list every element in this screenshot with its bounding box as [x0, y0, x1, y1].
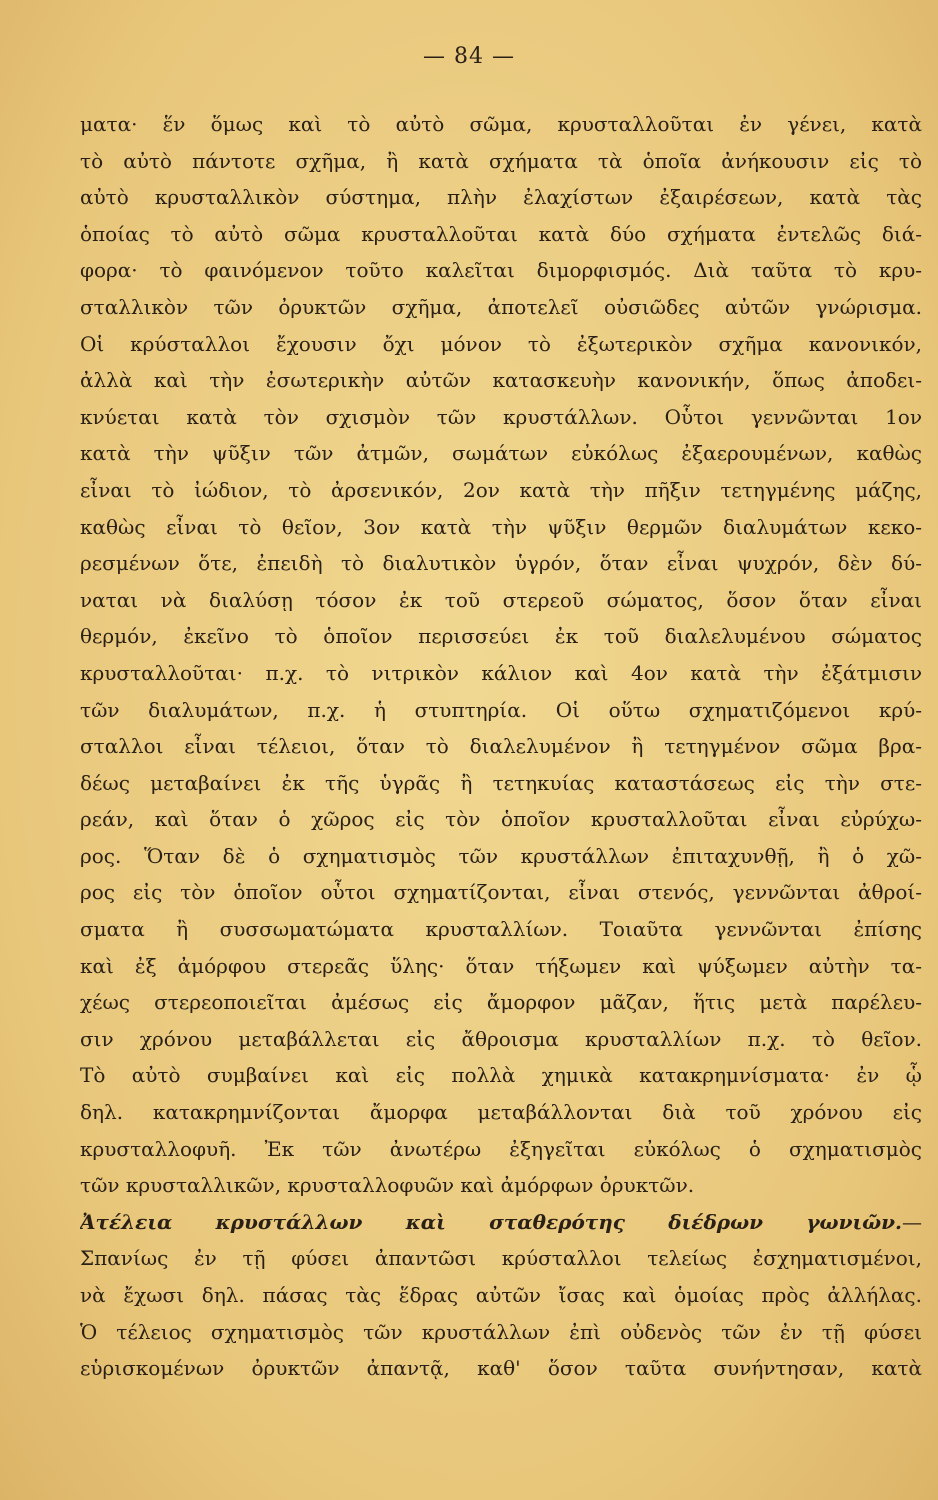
text-line: Τὸ αὐτὸ συμβαίνει καὶ εἰς πολλὰ χημικὰ κατακρημνίσματα· ἐν ᾧ [80, 1063, 922, 1088]
text-line: χέως στερεοποιεῖται ἀμέσως εἰς ἄμορφον μᾶζαν, ἥτις μετὰ παρέλευ- [80, 990, 922, 1015]
text-line: δέως μεταβαίνει ἐκ τῆς ὑγρᾶς ἢ τετηκυίας καταστάσεως εἰς τὴν στε- [80, 770, 922, 795]
text-line: ρος. Ὅταν δὲ ὁ σχηματισμὸς τῶν κρυστάλλων ἐπιταχυνθῇ, ἢ ὁ χῶ- [80, 843, 922, 868]
text-line: θερμόν, ἐκεῖνο τὸ ὁποῖον περισσεύει ἐκ τοῦ διαλελυμένου σώματος [80, 624, 922, 649]
text-line: Σπανίως ἐν τῇ φύσει ἀπαντῶσι κρύσταλλοι τελείως ἐσχηματισμένοι, [80, 1246, 922, 1271]
text-line: εὑρισκομένων ὀρυκτῶν ἀπαντᾷ, καθ' ὅσον ταῦτα συνήντησαν, κατὰ [80, 1356, 922, 1381]
text-line: εἶναι τὸ ἰώδιον, τὸ ἀρσενικόν, 2ον κατὰ τὴν πῆξιν τετηγμένης μάζης, [80, 477, 922, 502]
text-line: κατὰ τὴν ψῦξιν τῶν ἀτμῶν, σωμάτων εὐκόλως ἐξαερουμένων, καθὼς [80, 441, 922, 466]
text-line: ἀλλὰ καὶ τὴν ἐσωτερικὴν αὐτῶν κατασκευὴν κανονικήν, ὅπως ἀποδει- [80, 368, 922, 393]
text-line: σταλλικὸν τῶν ὀρυκτῶν σχῆμα, ἀποτελεῖ οὐσιῶδες αὐτῶν γνώρισμα. [80, 294, 922, 319]
text-line: νὰ ἔχωσι δηλ. πάσας τὰς ἕδρας αὐτῶν ἴσας καὶ ὁμοίας πρὸς ἀλλήλας. [80, 1283, 922, 1307]
text-line: σιν χρόνου μεταβάλλεται εἰς ἄθροισμα κρυσταλλίων π.χ. τὸ θεῖον. [80, 1026, 922, 1051]
text-line: καθὼς εἶναι τὸ θεῖον, 3ον κατὰ τὴν ψῦξιν θερμῶν διαλυμάτων κεκο- [80, 514, 922, 539]
text-line: ρος εἰς τὸν ὁποῖον οὗτοι σχηματίζονται, εἶναι στενός, γεννῶνται ἀθροί- [80, 880, 922, 905]
text-line: ματα· ἕν ὅμως καὶ τὸ αὐτὸ σῶμα, κρυσταλλοῦται ἐν γένει, κατὰ [80, 112, 922, 136]
text-line: ναται νὰ διαλύσῃ τόσον ἐκ τοῦ στερεοῦ σώματος, ὅσον ὅταν εἶναι [80, 587, 922, 612]
page-number: — 84 — [423, 44, 515, 69]
section-heading [80, 1204, 922, 1241]
text-line: τὸ αὐτὸ πάντοτε σχῆμα, ἢ κατὰ σχήματα τὰ ὁποῖα ἀνήκουσιν εἰς τὸ [80, 148, 922, 173]
text-line: σταλλοι εἶναι τέλειοι, ὅταν τὸ διαλελυμένον ἢ τετηγμένον σῶμα βρα- [80, 734, 922, 759]
text-line: τῶν διαλυμάτων, π.χ. ἡ στυπτηρία. Οἱ οὕτω σχηματιζόμενοι κρύ- [80, 697, 922, 722]
section-heading-title: Ἀτέλεια κρυστάλλων καὶ σταθερότης διέδρων γωνιῶν. [80, 1209, 902, 1234]
body-text [80, 106, 922, 1387]
section-heading-dash: — [902, 1209, 922, 1234]
text-line: τῶν κρυσταλλικῶν, κρυσταλλοφυῶν καὶ ἀμόρφων ὀρυκτῶν. [80, 1173, 695, 1198]
text-line: ρεσμένων ὅτε, ἐπειδὴ τὸ διαλυτικὸν ὑγρόν, ὅταν εἶναι ψυχρόν, δὲν δύ- [80, 551, 922, 576]
text-line: αὐτὸ κρυσταλλικὸν σύστημα, πλὴν ἐλαχίστων ἐξαιρέσεων, κατὰ τὰς [80, 185, 922, 210]
text-line: Οἱ κρύσταλλοι ἔχουσιν ὄχι μόνον τὸ ἐξωτερικὸν σχῆμα κανονικόν, [80, 331, 922, 356]
text-line: κρυσταλλοφυῆ. Ἐκ τῶν ἀνωτέρω ἐξηγεῖται εὐκόλως ὁ σχηματισμὸς [80, 1136, 922, 1161]
text-line: φορα· τὸ φαινόμενον τοῦτο καλεῖται διμορφισμός. Διὰ ταῦτα τὸ κρυ- [80, 258, 922, 283]
text-line: κρυσταλλοῦται· π.χ. τὸ νιτρικὸν κάλιον καὶ 4ον κατὰ τὴν ἐξάτμισιν [80, 660, 922, 685]
text-line: Ὁ τέλειος σχηματισμὸς τῶν κρυστάλλων ἐπὶ οὐδενὸς τῶν ἐν τῇ φύσει [80, 1319, 922, 1344]
text-line: ρεάν, καὶ ὅταν ὁ χῶρος εἰς τὸν ὁποῖον κρυσταλλοῦται εἶναι εὐρύχω- [80, 807, 922, 832]
text-line: ὁποίας τὸ αὐτὸ σῶμα κρυσταλλοῦται κατὰ δύο σχήματα ἐντελῶς διά- [80, 221, 922, 246]
text-line: σματα ἢ συσσωματώματα κρυσταλλίων. Τοιαῦτα γεννῶνται ἐπίσης [80, 917, 922, 942]
text-line: καὶ ἐξ ἀμόρφου στερεᾶς ὕλης· ὅταν τήξωμεν καὶ ψύξωμεν αὐτὴν τα- [80, 953, 922, 978]
text-line: κνύεται κατὰ τὸν σχισμὸν τῶν κρυστάλλων. Οὗτοι γεννῶνται 1ον [80, 404, 922, 429]
text-line: δηλ. κατακρημνίζονται ἄμορφα μεταβάλλονται διὰ τοῦ χρόνου εἰς [80, 1100, 922, 1125]
